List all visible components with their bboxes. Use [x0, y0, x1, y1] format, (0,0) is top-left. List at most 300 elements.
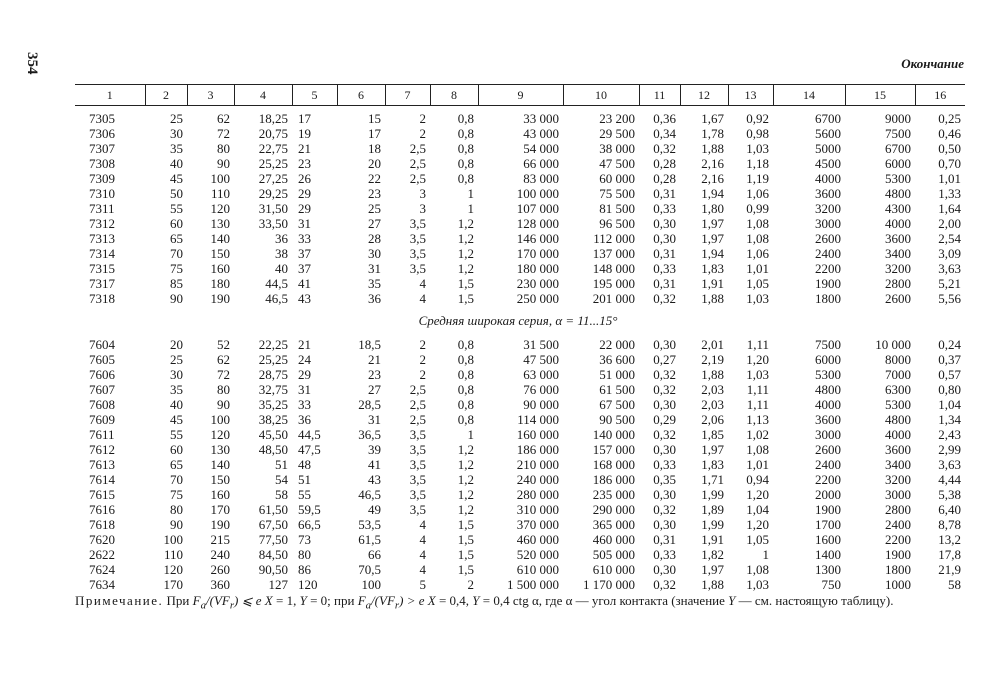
table-cell: 22 000	[599, 337, 635, 352]
column-header: 9	[478, 85, 563, 106]
table-cell: 235 000	[592, 487, 635, 502]
table-cell: 66	[368, 547, 381, 562]
table-cell: 51 000	[599, 367, 635, 382]
table-cell: 1,91	[701, 532, 724, 547]
table-cell: 31	[368, 412, 381, 427]
table-cell: 65	[170, 457, 183, 472]
table-cell: 63 000	[523, 367, 559, 382]
table-row	[75, 246, 965, 261]
table-cell: 2,5	[409, 171, 426, 186]
table-cell: 1400	[815, 547, 841, 562]
table-cell: 2,01	[701, 337, 724, 352]
table-cell: 0,8	[457, 397, 474, 412]
table-row	[75, 547, 965, 562]
note-formula: Y	[472, 593, 480, 608]
table-cell: 1,11	[746, 382, 769, 397]
table-cell: 5,56	[938, 291, 961, 306]
table-cell: 170	[210, 502, 230, 517]
table-cell: 1,88	[701, 577, 724, 592]
table-cell: 3200	[885, 261, 911, 276]
table-cell: 70	[170, 472, 183, 487]
table-cell: 2200	[815, 472, 841, 487]
table-cell: 1,03	[746, 141, 769, 156]
table-cell: 2	[419, 367, 426, 382]
table-row	[75, 472, 965, 487]
table-cell: 33	[298, 397, 311, 412]
table-cell: 100	[361, 577, 381, 592]
table-cell: 5300	[885, 397, 911, 412]
table-cell: 9000	[885, 111, 911, 126]
table-cell: 3,5	[409, 231, 426, 246]
table-cell: 32,75	[258, 382, 288, 397]
table-cell: 3,5	[409, 457, 426, 472]
table-cell: 3,63	[938, 457, 961, 472]
table-cell: 80	[170, 502, 183, 517]
table-cell: 31 500	[523, 337, 559, 352]
table-cell: 2,43	[938, 427, 961, 442]
table-cell: 0,8	[457, 337, 474, 352]
table-cell: 1,01	[746, 457, 769, 472]
table-cell: 18,25	[258, 111, 288, 126]
table-cell: 2,5	[409, 156, 426, 171]
table-cell: 7310	[89, 186, 115, 201]
table-cell: 7308	[89, 156, 115, 171]
table-cell: 67 500	[599, 397, 635, 412]
table-cell: 47 500	[599, 156, 635, 171]
table-cell: 1,06	[746, 246, 769, 261]
column-header: 7	[385, 85, 430, 106]
table-cell: 1700	[815, 517, 841, 532]
table-cell: 2,5	[409, 397, 426, 412]
table-cell: 2400	[815, 246, 841, 261]
table-cell: 0,30	[653, 397, 676, 412]
table-cell: 20,75	[258, 126, 288, 141]
table-cell: 1900	[815, 502, 841, 517]
table-cell: 17	[368, 126, 381, 141]
table-cell: 2,03	[701, 397, 724, 412]
table-cell: 112 000	[593, 231, 635, 246]
table-cell: 43 000	[523, 126, 559, 141]
table-cell: 22,75	[258, 141, 288, 156]
table-cell: 31	[298, 382, 311, 397]
table-cell: 4	[419, 276, 426, 291]
table-cell: 130	[210, 216, 230, 231]
table-cell: 1,02	[746, 427, 769, 442]
table-cell: 18	[368, 141, 381, 156]
table-cell: 1,08	[746, 442, 769, 457]
table-cell: 49	[368, 502, 381, 517]
table-cell: 55	[170, 201, 183, 216]
table-cell: 1,99	[701, 487, 724, 502]
table-cell: 4000	[815, 397, 841, 412]
table-cell: 0,30	[653, 216, 676, 231]
table-cell: 1,13	[746, 412, 769, 427]
table-row	[75, 201, 965, 216]
table-cell: 5600	[815, 126, 841, 141]
table-cell: 96 500	[599, 216, 635, 231]
table-cell: 0,35	[653, 472, 676, 487]
table-cell: 45,50	[258, 427, 288, 442]
table-cell: 60	[170, 216, 183, 231]
table-cell: 23	[368, 186, 381, 201]
table-cell: 36	[368, 291, 381, 306]
table-row	[75, 276, 965, 291]
table-cell: 1,97	[701, 231, 724, 246]
table-cell: 27	[368, 216, 381, 231]
table-cell: 3	[419, 201, 426, 216]
table-cell: 7605	[89, 352, 115, 367]
table-cell: 215	[210, 532, 230, 547]
table-cell: 3200	[815, 201, 841, 216]
table-cell: 170 000	[516, 246, 559, 261]
table-cell: 1,05	[746, 532, 769, 547]
table-cell: 140	[210, 457, 230, 472]
table-cell: 0,28	[653, 156, 676, 171]
table-cell: 180	[210, 276, 230, 291]
table-cell: 4	[419, 291, 426, 306]
table-cell: 1 170 000	[583, 577, 635, 592]
table-row	[75, 141, 965, 156]
table-cell: 127	[268, 577, 288, 592]
table-row	[75, 171, 965, 186]
table-cell: 120	[210, 427, 230, 442]
table-cell: 1,20	[746, 352, 769, 367]
table-cell: 4	[419, 562, 426, 577]
table-cell: 46,5	[265, 291, 288, 306]
table-cell: 4,44	[938, 472, 961, 487]
table-cell: 280 000	[516, 487, 559, 502]
table-cell: 3600	[885, 442, 911, 457]
note-formula: Y	[299, 593, 307, 608]
table-row	[75, 261, 965, 276]
table-cell: 0,29	[653, 412, 676, 427]
table-cell: 3,5	[409, 246, 426, 261]
table-cell: 5,21	[938, 276, 961, 291]
page-number: 354	[24, 52, 40, 75]
table-cell: 1	[467, 427, 474, 442]
table-cell: 53,5	[358, 517, 381, 532]
table-cell: 17	[298, 111, 311, 126]
table-cell: 505 000	[592, 547, 635, 562]
table-cell: 28	[368, 231, 381, 246]
table-cell: 25	[170, 352, 183, 367]
table-cell: 90	[217, 156, 230, 171]
table-cell: 21	[298, 337, 311, 352]
table-cell: 27,25	[258, 171, 288, 186]
table-cell: 1,85	[701, 427, 724, 442]
bearing-table	[75, 84, 965, 592]
table-cell: 75	[170, 261, 183, 276]
table-cell: 190	[210, 517, 230, 532]
table-cell: 33	[298, 231, 311, 246]
table-cell: 7607	[89, 382, 115, 397]
note-subscript: r	[394, 599, 400, 612]
note-text: = 0,4 ctg α, где α — угол контакта (значение	[479, 593, 729, 608]
table-cell: 17,8	[938, 547, 961, 562]
table-cell: 90 000	[523, 397, 559, 412]
table-cell: 58	[275, 487, 288, 502]
table-cell: 100	[163, 532, 183, 547]
table-cell: 100	[210, 412, 230, 427]
table-cell: 20	[368, 156, 381, 171]
table-cell: 70	[170, 246, 183, 261]
column-header: 16	[915, 85, 965, 106]
note-formula: ) ⩽ e	[234, 593, 262, 608]
table-cell: 50	[170, 186, 183, 201]
table-cell: 37	[298, 261, 311, 276]
table-cell: 201 000	[592, 291, 635, 306]
table-cell: 7500	[885, 126, 911, 141]
table-cell: 5	[419, 577, 426, 592]
table-cell: 0,34	[653, 126, 676, 141]
table-cell: 7309	[89, 171, 115, 186]
table-row	[75, 156, 965, 171]
column-header: 3	[187, 85, 234, 106]
table-cell: 60 000	[599, 171, 635, 186]
table-cell: 21,9	[938, 562, 961, 577]
table-cell: 25	[170, 111, 183, 126]
table-cell: 195 000	[592, 276, 635, 291]
table-cell: 6300	[885, 382, 911, 397]
table-cell: 120	[210, 201, 230, 216]
table-row	[75, 577, 965, 592]
table-cell: 2,19	[701, 352, 724, 367]
table-cell: 1,94	[701, 186, 724, 201]
table-cell: 3000	[815, 427, 841, 442]
table-cell: 160	[210, 261, 230, 276]
table-cell: 4000	[815, 171, 841, 186]
table-cell: 0,57	[938, 367, 961, 382]
table-cell: 100 000	[516, 186, 559, 201]
table-cell: 114 000	[517, 412, 559, 427]
table-cell: 2800	[885, 276, 911, 291]
table-cell: 7315	[89, 261, 115, 276]
table-cell: 61,5	[358, 532, 381, 547]
table-row	[75, 367, 965, 382]
table-cell: 0,50	[938, 141, 961, 156]
table-cell: 90	[170, 517, 183, 532]
table-cell: 310 000	[516, 502, 559, 517]
table-cell: 2	[419, 126, 426, 141]
table-cell: 1,01	[938, 171, 961, 186]
table-cell: 51	[275, 457, 288, 472]
table-cell: 37	[298, 246, 311, 261]
table-cell: 45	[170, 171, 183, 186]
table-cell: 29	[298, 186, 311, 201]
table-cell: 1800	[815, 291, 841, 306]
table-cell: 44,5	[298, 427, 321, 442]
table-cell: 31,50	[258, 201, 288, 216]
table-cell: 36 600	[599, 352, 635, 367]
table-cell: 3,5	[409, 442, 426, 457]
table-cell: 4	[419, 532, 426, 547]
table-cell: 0,31	[653, 276, 676, 291]
table-cell: 75 500	[599, 186, 635, 201]
table-cell: 43	[298, 291, 311, 306]
table-cell: 25,25	[258, 156, 288, 171]
column-header: 12	[680, 85, 728, 106]
note-text: = 0; при	[306, 593, 358, 608]
table-cell: 54	[275, 472, 288, 487]
table-cell: 80	[298, 547, 311, 562]
table-cell: 2,99	[938, 442, 961, 457]
table-cell: 7318	[89, 291, 115, 306]
table-cell: 60	[170, 442, 183, 457]
table-cell: 19	[298, 126, 311, 141]
table-cell: 4800	[885, 412, 911, 427]
table-cell: 8000	[885, 352, 911, 367]
table-row	[75, 562, 965, 577]
table-cell: 1300	[815, 562, 841, 577]
table-cell: 28,5	[358, 397, 381, 412]
table-cell: 3,5	[409, 502, 426, 517]
column-header: 14	[773, 85, 845, 106]
table-row	[75, 502, 965, 517]
table-cell: 1	[762, 547, 769, 562]
table-cell: 10 000	[875, 337, 911, 352]
note-label: Примечание.	[75, 593, 164, 608]
table-cell: 0,8	[457, 352, 474, 367]
table-cell: 2,5	[409, 382, 426, 397]
table-cell: 1,2	[457, 502, 474, 517]
table-row	[75, 442, 965, 457]
table-cell: 128 000	[516, 216, 559, 231]
table-row	[75, 231, 965, 246]
table-cell: 1,83	[701, 261, 724, 276]
table-cell: 1,88	[701, 291, 724, 306]
table-cell: 1,03	[746, 367, 769, 382]
note-formula: F	[192, 593, 201, 608]
table-cell: 41	[298, 276, 311, 291]
table-cell: 170	[163, 577, 183, 592]
table-cell: 51	[298, 472, 311, 487]
table-cell: 1,80	[701, 201, 724, 216]
table-row	[75, 291, 965, 306]
table-cell: 38,25	[258, 412, 288, 427]
table-cell: 1,08	[746, 562, 769, 577]
table-cell: 1,5	[457, 517, 474, 532]
table-cell: 55	[298, 487, 311, 502]
table-cell: 23	[368, 367, 381, 382]
table-row	[75, 397, 965, 412]
table-cell: 15	[368, 111, 381, 126]
table-cell: 360	[210, 577, 230, 592]
table-cell: 1,97	[701, 442, 724, 457]
table-cell: 59,5	[298, 502, 321, 517]
table-cell: 1,5	[457, 291, 474, 306]
table-cell: 47,5	[298, 442, 321, 457]
table-cell: 6,40	[938, 502, 961, 517]
table-cell: 6000	[815, 352, 841, 367]
table-cell: 54 000	[523, 141, 559, 156]
table-cell: 0,94	[746, 472, 769, 487]
table-cell: 3,5	[409, 487, 426, 502]
table-cell: 22	[368, 171, 381, 186]
table-cell: 2200	[885, 532, 911, 547]
table-cell: 3,5	[409, 472, 426, 487]
table-cell: 2	[419, 111, 426, 126]
table-cell: 290 000	[592, 502, 635, 517]
table-cell: 186 000	[516, 442, 559, 457]
table-cell: 66,5	[298, 517, 321, 532]
note-formula: X	[427, 593, 436, 608]
table-cell: 7000	[885, 367, 911, 382]
table-cell: 1,18	[746, 156, 769, 171]
table-cell: 1900	[885, 547, 911, 562]
table-cell: 7317	[89, 276, 115, 291]
table-cell: 36	[275, 231, 288, 246]
table-cell: 610 000	[516, 562, 559, 577]
table-cell: 20	[170, 337, 183, 352]
table-cell: 0,8	[457, 382, 474, 397]
table-cell: 1,20	[746, 517, 769, 532]
table-cell: 7618	[89, 517, 115, 532]
table-cell: 27	[368, 382, 381, 397]
table-cell: 3400	[885, 457, 911, 472]
table-cell: 1,71	[701, 472, 724, 487]
table-cell: 130	[210, 442, 230, 457]
table-row	[75, 216, 965, 231]
table-cell: 365 000	[592, 517, 635, 532]
table-cell: 73	[298, 532, 311, 547]
table-cell: 120	[163, 562, 183, 577]
table-cell: 62	[217, 111, 230, 126]
table-cell: 0,46	[938, 126, 961, 141]
table-cell: 1,2	[457, 231, 474, 246]
table-cell: 38	[275, 246, 288, 261]
table-cell: 35	[170, 382, 183, 397]
table-cell: 1,5	[457, 562, 474, 577]
column-header: 4	[234, 85, 292, 106]
table-cell: 1,2	[457, 472, 474, 487]
table-cell: 1,08	[746, 216, 769, 231]
table-cell: 61 500	[599, 382, 635, 397]
table-cell: 1800	[885, 562, 911, 577]
table-cell: 28,75	[258, 367, 288, 382]
table-cell: 7500	[815, 337, 841, 352]
column-header: 1	[75, 85, 145, 106]
table-body	[75, 106, 965, 593]
table-cell: 1,88	[701, 141, 724, 156]
table-cell: 4000	[885, 427, 911, 442]
table-cell: 80	[217, 141, 230, 156]
column-header: 11	[639, 85, 680, 106]
table-cell: 1,2	[457, 442, 474, 457]
table-cell: 240 000	[516, 472, 559, 487]
table-cell: 77,50	[258, 532, 288, 547]
table-cell: 36,5	[358, 427, 381, 442]
table-cell: 1,88	[701, 367, 724, 382]
table-cell: 0,32	[653, 382, 676, 397]
table-cell: 35	[368, 276, 381, 291]
continuation-label: Окончание	[901, 56, 964, 71]
table-cell: 35,25	[258, 397, 288, 412]
table-cell: 1,5	[457, 532, 474, 547]
table-cell: 180 000	[516, 261, 559, 276]
table-cell: 0,30	[653, 231, 676, 246]
table-cell: 0,30	[653, 442, 676, 457]
column-header: 2	[145, 85, 187, 106]
table-cell: 61,50	[258, 502, 288, 517]
table-cell: 29	[298, 201, 311, 216]
table-cell: 7614	[89, 472, 115, 487]
table-cell: 110	[210, 186, 230, 201]
table-cell: 160	[210, 487, 230, 502]
table-cell: 2,54	[938, 231, 961, 246]
table-row	[75, 412, 965, 427]
table-cell: 1	[467, 186, 474, 201]
table-cell: 168 000	[592, 457, 635, 472]
